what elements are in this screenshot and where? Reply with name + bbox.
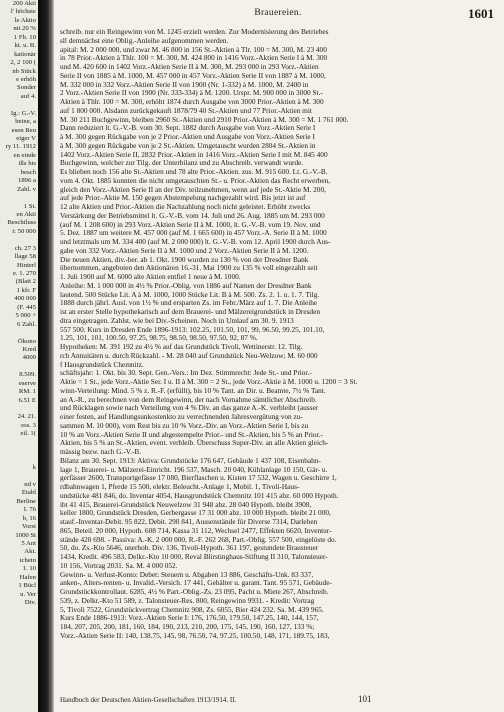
text-line: Aktien, bis 5 % an St.-Aktien, event. verbleib. Überschuss Super-Div. an alle Aktien gleich- — [60, 439, 329, 448]
text-line: vom 4. Okt. 1885 konnten die nicht umgetauschten St.- u. Prior.-Aktien das Recht erwerben, — [60, 176, 331, 185]
gutter-line: besch — [20, 168, 36, 176]
gutter-line: Beschiluss — [7, 219, 36, 227]
gutter-line: Vorst — [22, 523, 36, 531]
footer-page-number: 101 — [358, 694, 372, 704]
gutter-line — [0, 473, 38, 481]
gutter-line: 6.51 E — [18, 396, 36, 404]
text-line: à M. 300 gegen Rückgabe von je 2 Prior.-Aktien und Ausgabe von Vorz.-Aktien Serie I — [60, 133, 315, 141]
gutter-line: auf 4. — [20, 92, 36, 100]
gutter-line: 1. 10 — [22, 565, 36, 573]
gutter-line: 2, 2 100 ( — [10, 59, 36, 67]
text-line: 1.25, 101, 101, 100.50, 97.25, 98.75, 98.50, 98.50, 97.50, 92, 87 %. — [60, 334, 258, 343]
page-body-text — [60, 28, 497, 688]
gutter-line — [0, 456, 38, 464]
text-line: ibt 41 415, Brauerei-Grundstück Neuwelzow 31 948 abz. 28 040 Hypoth. bleibt 3908, — [60, 500, 312, 509]
gutter-line: 400 000 — [14, 295, 36, 303]
text-line: schäftsjahr: 1. Okt. bis 30. Sept. Gen.-Vers.: Im Dez. Stimmrecht: Jede St.- und Prior.- — [60, 369, 312, 378]
gutter-line — [0, 101, 38, 109]
page-header — [60, 6, 496, 24]
gutter-line: Ökono — [17, 337, 36, 345]
gutter-line: u. Ver — [20, 590, 36, 598]
text-line: Es blieben noch 156 alte St.-Aktien und 78 alte Prior.-Aktien. zus. M. 915 600. Lt. G.-V.-B. — [60, 168, 328, 176]
text-line: in 78 Prior.-Aktien à Thlr. 100 = M. 300, M. 424 800 in 1416 Vorz.-Aktien Serie I à M. 300 — [60, 54, 328, 63]
text-line: sammen M. 10 000), vom Rest bis zu 10 % Vorz.-Div. an Vorz.-Aktien Serie I, bis zu — [60, 421, 309, 430]
gutter-line: ch. 27 3 — [14, 244, 36, 252]
gutter-line: Sonder — [17, 84, 36, 92]
text-line: gleich den Vorz.-Aktien Serie II an der Div. teilzunehmen, wenn auf jede St.-Aktie M. 200, — [60, 185, 326, 194]
gutter-line — [0, 405, 38, 413]
text-line: Dann reduziert lt. G.-V.-B. vom 30. Sept. 1882 durch Ausgabe von Vorz.-Aktien Serie I — [60, 124, 316, 133]
gutter-line — [0, 329, 38, 337]
gutter-line: i: 50 000 — [12, 227, 36, 235]
text-line: 557 500. Kurs in Dresden Ende 1896-1913: 102.25, 101.50, 101, 99, 96.50, 99.25, 101.10, — [60, 325, 325, 334]
text-line: 184, 207, 205, 200, 181, 160, 184, 190, 213, 210, 200, 175, 145, 190, 160, 127, 133 %; — [60, 623, 315, 631]
gutter-line: Etabl — [21, 489, 36, 497]
text-line: mässig bezw. nach G.-V.-B. — [60, 448, 142, 456]
gutter-line: RM. 1 — [18, 388, 36, 396]
text-line: Aktie = 1 St., jede Vorz.-Aktie Ser. I u. II à M. 300 = 2 St., jede Vorz.-Aktie à M. 1000 u. 1200 = 3 St. — [60, 378, 358, 386]
gutter-line: 4000 — [22, 354, 36, 362]
gutter-line: 24. 21. — [17, 413, 36, 421]
footer-source: Handbuch der Deutschen Aktien-Gesellschaften 1913/1914. II. — [60, 696, 237, 704]
gutter-line: 1896 a — [17, 177, 36, 185]
gutter-line: ills his — [18, 160, 36, 168]
text-line: Gewinn- u. Verlust-Konto: Debet: Steuern u. Abgaben 13 886, Geschäfts-Unk. 83 337, — [60, 570, 314, 579]
text-line: und letztmals um M. 334 400 (auf M. 2 000 000) lt. G.-V.-B. vom 12. April 1900 durch Aus- — [60, 238, 331, 246]
gutter-line: 1000 St — [15, 531, 36, 539]
gutter-line: 5 Ant — [21, 540, 36, 547]
text-line: Buchgewinn, welcher zur Tilg. der Unterbilanz und zu Abschreib. verwandt wurde. — [60, 159, 304, 168]
gutter-line: Kred — [22, 345, 36, 353]
adjacent-page-edge — [0, 0, 38, 712]
gutter-line: e. 1. 270 — [12, 270, 36, 277]
text-line: übernommen, angeboten den Aktionären 16.-31. Mai 1900 zu 135 % voll eingezahlt seit — [60, 264, 318, 273]
text-line: Verstärkung der Betriebsmittel lt. G.-V.-B. vom 14. Juli und 26. Aug. 1885 um M. 293 000 — [60, 211, 325, 220]
gutter-line: 200 Akti — [12, 0, 36, 7]
text-line: rdbahnwagen 1, Pferde 15 500, elektr. Beleucht.-Anlage 1, Mobil. 1, Tivoli-Haus- — [60, 483, 300, 491]
gutter-line: e erhöh — [16, 75, 36, 83]
gutter-line: nd v — [24, 480, 36, 488]
text-line: Serie II von 1885 à M. 1000, M. 457 000 in 457 Vorz.-Aktien Serie II von 1887 à M. 1000, — [60, 71, 326, 80]
text-line: 10 % an Vorz.-Aktien Serie II und abgestempelte Prior.- und St.-Aktien, bis 5 % an Prior.- — [60, 430, 323, 439]
text-line: apital: M. 2 000 000, und zwar M. 46 800 in 156 St.-Aktien à Tlr. 100 = M. 300, M. 23 400 — [60, 45, 327, 54]
gutter-line: en einde — [13, 151, 36, 159]
gutter-line: b, 16 — [22, 514, 36, 522]
text-line: (auf M. 1 208 600) in 293 Vorz.-Aktien Serie II à M. 1000, lt. G.-V.-B. vom 19. Nov. und — [60, 220, 321, 229]
gutter-line: esen Reu — [11, 126, 36, 134]
gutter-line: I. 76 — [23, 506, 36, 514]
gutter-line: en Akti — [16, 210, 36, 218]
gutter-line: Hinterl — [17, 261, 36, 269]
gutter-line: Hafen — [19, 573, 36, 581]
text-line: 1888 durch jährl. Ausl. von 1½ % und ersparten Zs. im Febr./März auf 1. 7. Die Anleihe — [60, 299, 318, 308]
text-line: 12 alte Aktien und Prior.-Aktien die Nachzahlung noch nicht geleistet. Erhöht zwecks — [60, 203, 311, 211]
gutter-line: le Aktio — [14, 16, 36, 24]
gutter-line: Div. — [24, 599, 36, 607]
text-line: 1. Juli 1900 auf M. 6000 alte Aktien entfiel 1 neue à M. 1000. — [60, 273, 241, 281]
gutter-line: ry 11. 1912 — [5, 143, 36, 151]
gutter-line: 1 Fb. 10 — [13, 33, 36, 41]
text-line: 1434, Kredit. 496 583, Delkr.-Kto 10 000, Reval Blirstinghaus-Stiftung II 310, Talonsteuer- — [60, 553, 328, 561]
gutter-line: eiger V — [16, 135, 36, 142]
text-line: 539, z. Delkr.-Kto 51 589, z. Talonsteuer-Res. 800, Reingewinn 9931. - Kredit: Vortrag — [60, 596, 315, 605]
text-line: 10 156, Vortrag 2031. Sa. M. 4 000 052. — [60, 561, 178, 570]
gutter-line: 1 St. — [23, 202, 36, 210]
text-line: Anleihe: M. 1 000 000 in 4½ % Prior.-Oblig. von 1886 auf Namen der Dresdner Bank — [60, 281, 312, 290]
gutter-line: eil. 1( — [20, 430, 36, 438]
text-line: Hypotheken: M. 391 192 zu 4½ % auf das Grundstück Tivoli, Wettinerstr. 12. Tilg. — [60, 343, 303, 351]
text-line: 5. Dez. 1887 um weitere M. 457 000 (auf M. 1 665 600) in 457 Vorz.-A. Serie II à M. 1000 — [60, 229, 327, 238]
gutter-line: 5 000 + — [15, 312, 36, 320]
text-line: 1402 Vorz.-Aktien Serie II, 2832 Prior.-Aktien in 1416 Vorz.-Aktien Serie I mit M. 845 400 — [60, 150, 328, 159]
gutter-line: beine, a — [15, 118, 36, 126]
gutter-line: Zahl. v — [17, 185, 36, 193]
gutter-line: (Blatt 2 — [15, 278, 36, 286]
gutter-line — [0, 236, 38, 244]
gutter-line: Berline — [16, 497, 36, 505]
text-line: 2 Vorz.-Aktien Serie II von 1900 (Nr. 333-334) à M. 1200. Urspr. M. 900 000 in 3000 St.- — [60, 89, 323, 98]
text-line: und M. 420 600 in 1402 Vorz.-Aktien Serie II à M. 300, M. 293 000 in 293 Vorz.-Aktien — [60, 63, 319, 71]
gutter-line: (F. 445 — [17, 303, 36, 311]
gutter-line — [0, 194, 38, 202]
gutter-line: llage 58 — [14, 253, 36, 261]
text-line: lage 1, Brauerei- u. Mälzerei-Einricht. 196 537, Masch. 20 040, Kühlanlage 10 150, Gär- u. — [60, 465, 328, 474]
text-line: M. 30 211 Buchgewinn, bleiben 2960 St.-Aktien und 2910 Prior.-Aktien à M. 300 = M. 1 761 000. — [60, 115, 349, 124]
page-number: 1601 — [468, 6, 494, 21]
text-line: à M. 300 gegen Rückgabe von je 2 St.-Aktien. Umgetauscht wurden 2804 St.-Aktien in — [60, 141, 316, 150]
gutter-line: nit 20 % — [13, 25, 36, 33]
text-line: Vorz.-Aktien Serie II: 140, 138.75, 145, 98, 76.50, 74, 97.25, 100.50, 148, 171, 189.75, 183, — [60, 631, 330, 640]
gutter-line: 8.509. — [19, 371, 36, 379]
gutter-line: 1 kfr. F — [16, 286, 36, 294]
text-line: 50, do. Zs.-Kto 5646, unerhob. Div. 136, Tivoli-Hypoth. 361 197, gestundete Brausteuer — [60, 544, 319, 553]
gutter-line: 6 Zahl. — [17, 320, 36, 328]
text-line: schreib. nur ein Reingewinn von M. 1245 erzielt werden. Zur Modernisierung des Betriebes — [60, 28, 329, 36]
text-line: 865, Beteil. 20 000, Hypoth. 608 714, Kassa 31 112, Wechsel 2477, Effekten 6620, Inventur- — [60, 526, 332, 535]
text-line: Bilanz am 30. Sept. 1913: Aktiva: Grundstücke 176 647, Gebäude 1 437 108, Eisenbahn- — [60, 456, 321, 465]
text-line: 5, Tivoli 7522, Grundstückvertrag Chemnitz 908, Zs. 6055, Bier 424 232. Sa. M. 439 965. — [60, 605, 324, 614]
gutter-line: ichein — [19, 556, 36, 564]
text-line: Kurs Ende 1886-1913: Vorz.-Aktien Serie I: 176, 176.50, 179.50, 147.25, 140, 144, 157, — [60, 614, 319, 623]
text-line: Aktien à Thlr. 100 = M. 300, erhöht 1874 durch Ausgabe von 3000 Prior.-Aktien à M. 300 — [60, 98, 324, 106]
gutter-line — [0, 447, 38, 455]
gutter-line: eserve — [18, 379, 36, 387]
text-line: f Hausgrundstück Chemnitz. — [60, 360, 144, 369]
gutter-line: kationär — [14, 50, 36, 58]
text-line: rch Annuitäten u. durch Rückzahl. - M. 28 040 auf Grundstück Neu-Welzow; M. 60 000 — [60, 351, 318, 360]
text-line: winn-Verteilung: Mind. 5 % z. R.-F. (erfüllt), bis 10 % Tant. an Dir. u. Beamte, 7½ % Tant. — [60, 386, 326, 395]
text-line: Die neuen Aktien, div.-ber. ab 1. Okt. 1900 wurden zu 130 % von der Dresdner Bank — [60, 255, 309, 264]
text-line: gabe von 332 Vorz.-Aktien Serie II à M. 1000 und 2 Vorz.-Aktien Serie II à M. 1200. — [60, 246, 309, 255]
gutter-line: 1 Bücl — [18, 582, 36, 590]
text-line: lautend. 500 Stücke Lit. A à M. 1000, 1000 Stücke Lit. B à M. 500. Zs. 2. 1. u. 1. 7. Tilg. — [60, 290, 320, 299]
text-line: stauf.-Inventar-Debit. 95 822, Debit. 290 841, Aussenstände für Diverse 7314, Darlehen — [60, 518, 318, 526]
gutter-line — [0, 363, 38, 371]
gutter-line: ess. 3 — [21, 421, 36, 429]
text-line: auf 1 800 000. Alsdann zurückgekauft 1878/79 40 St.-Aktien und 77 Prior.-Aktien mit — [60, 106, 312, 115]
text-line: ist an erster Stelle hypothekarisch auf dem Brauerei- und Mälzereigrundstück in Dresden — [60, 308, 320, 316]
gutter-line — [0, 439, 38, 447]
text-line: einer festen, auf Handlungsunkostenkto zu verrechnenden Jahresvergütung von zu- — [60, 413, 303, 421]
running-title: Brauereien. — [254, 8, 302, 18]
text-line: stände 420 698. - Passiva: A.-K. 2 000 000, R.-F. 262 268, Part.-Oblig. 557 500, eingelöste do. — [60, 535, 337, 544]
gutter-line: l' höchste — [10, 8, 36, 16]
text-line: keller 1800, Grundstück Dresden, Gerbergasse 17 31 000 abz. 10 000 Hypoth. bleibt 21 000, — [60, 509, 331, 518]
text-line: gerfässer 2600, Transportgefässe 17 080, Bierflaschen u. Kisten 17 532, Wagen u. Geschirre 1, — [60, 474, 337, 483]
text-line: undstücke 481 846, do. Inventar 4054, Hausgrundstück Chemnitz 101 415 abz. 60 000 Hypoth. — [60, 491, 339, 500]
book-fold-shadow — [38, 0, 54, 712]
text-line: dtra eingetragen. Zahlst. wie bei Div.-Scheinen. Noch in Umlauf am 30. 9. 1913 — [60, 316, 294, 325]
gutter-line: Akt. — [24, 548, 36, 556]
gutter-line: k — [32, 464, 36, 472]
gutter-line: nb Stück — [12, 67, 36, 75]
gutter-line: Ig.: G.-V. — [10, 109, 36, 117]
page-footer — [60, 694, 496, 706]
text-line: M. 332 000 in 332 Vorz.-Aktien Serie II von 1900 (Nr. 1-332) à M. 1000, M. 2400 in — [60, 80, 309, 89]
text-line: an A.-R., zu berechnen von dem Reingewinn, der nach Vornahme sämtlicher Abschreib. — [60, 395, 317, 404]
text-line: und Rücklagen sowie nach Verteilung von 4 % Div. an das ganze A.-K. verbleibt (ausser — [60, 404, 319, 413]
text-line: sll demnächst eine Oblig.-Anleihe aufgenommen werden. — [60, 36, 229, 45]
text-line: anken-, Alters-renten- u. Invalid.-Versich. 17 441, Gehälter u. garant. Tant. 95 571, Gebäude- — [60, 579, 332, 588]
text-line: Grundstückkontrollaut. 6285, 4½ % Part.-Oblig.-Zs. 23 095, Pacht u. Miete 267, Abschreib. — [60, 588, 329, 596]
text-line: auf jede Prior.-Aktie M. 150 gegen Abstempelung nachgezahlt wird. Bis jetzt ist auf — [60, 194, 306, 203]
gutter-line: kt. u. B. — [14, 42, 36, 50]
